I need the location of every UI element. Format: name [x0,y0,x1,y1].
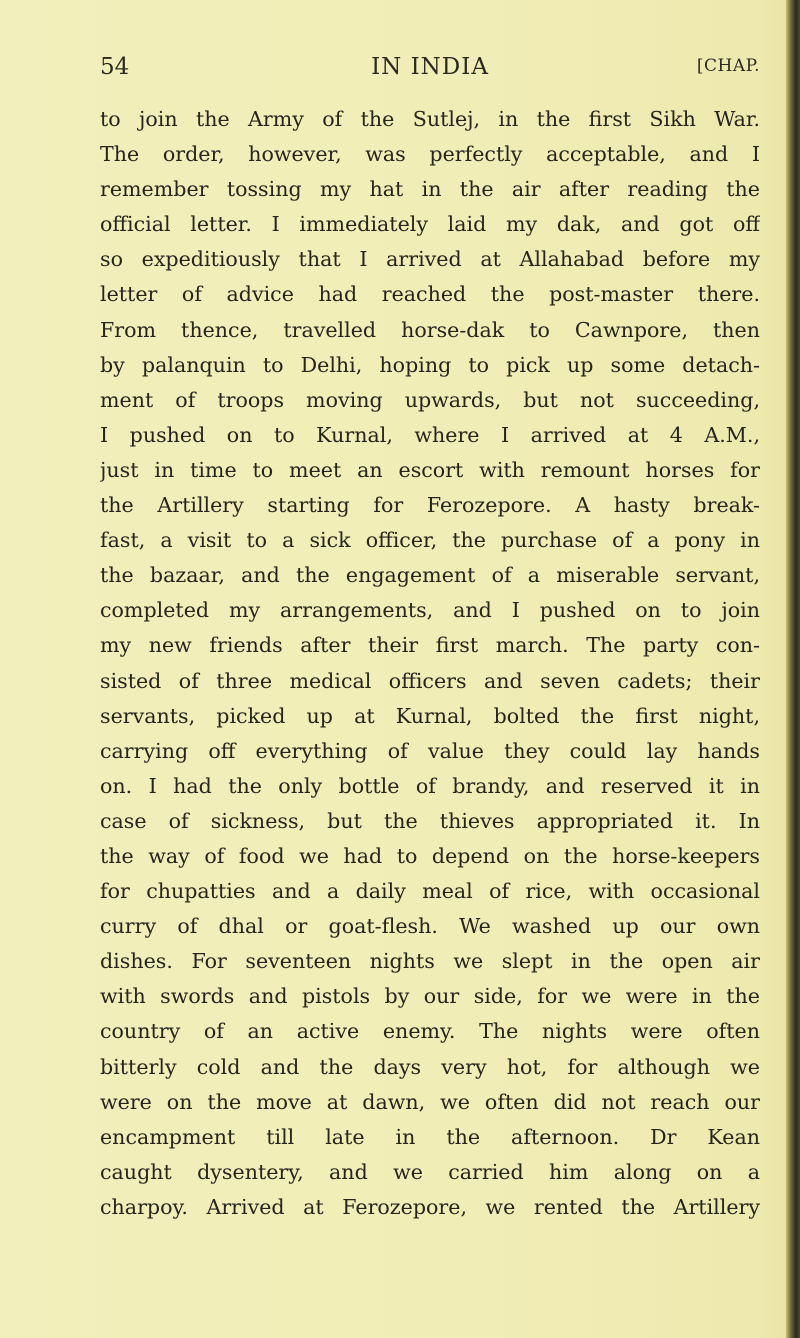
text-line: for chupatties and a daily meal of rice, with occasional [100,879,760,904]
running-head [100,54,760,94]
text-line: fast, a visit to a sick officer, the purchase of a pony in [100,528,760,553]
text-line: the way of food we had to depend on the horse-keepers [100,843,760,868]
text-line: bitterly cold and the days very hot, for although we [100,1054,760,1079]
text-line: the Artillery starting for Ferozepore. A hasty break- [100,493,760,518]
text-line: completed my arrangements, and I pushed on to join [100,598,760,623]
text-line: case of sickness, but the thieves appropriated it. In [100,808,760,833]
text-line: encampment till late in the afternoon. Dr Kean [100,1124,760,1149]
text-line: carrying off everything of value they could lay hands [100,738,760,763]
text-line: charpoy. Arrived at Ferozepore, we rented the Artillery [100,1194,760,1219]
chapter-label: [CHAP. [696,56,760,76]
text-line: by palanquin to Delhi, hoping to pick up some detach- [100,352,760,377]
body-text [100,102,760,1225]
text-line: dishes. For seventeen nights we slept in the open air [100,949,760,974]
text-line: letter of advice had reached the post-master there. [100,282,760,307]
text-line: The order, however, was perfectly acceptable, and I [100,142,760,167]
text-line: were on the move at dawn, we often did not reach our [100,1089,760,1114]
text-line: caught dysentery, and we carried him along on a [100,1159,760,1184]
text-line: curry of dhal or goat-flesh. We washed up our own [100,914,760,939]
text-line: the bazaar, and the engagement of a miserable servant, [100,563,760,588]
text-line: servants, picked up at Kurnal, bolted the first night, [100,703,760,728]
running-title: IN INDIA [371,54,489,80]
text-line: just in time to meet an escort with remount horses for [100,457,760,482]
text-line: ment of troops moving upwards, but not succeeding, [100,387,760,412]
text-line: to join the Army of the Sutlej, in the first Sikh War. [100,107,760,131]
text-line: on. I had the only bottle of brandy, and reserved it in [100,773,760,798]
text-line: I pushed on to Kurnal, where I arrived at 4 A.M., [100,422,760,447]
text-line: remember tossing my hat in the air after reading the [100,177,760,202]
text-line: so expeditiously that I arrived at Allahabad before my [100,247,760,272]
text-line: with swords and pistols by our side, for we were in the [100,984,760,1009]
book-spine-edge [786,0,800,1338]
text-line: official letter. I immediately laid my dak, and got off [100,212,760,237]
text-line: From thence, travelled horse-dak to Cawnpore, then [100,317,760,342]
text-line: sisted of three medical officers and seven cadets; their [100,668,760,693]
text-line: my new friends after their first march. The party con- [100,633,760,658]
text-line: country of an active enemy. The nights were often [100,1019,760,1044]
page-number: 54 [100,54,130,80]
